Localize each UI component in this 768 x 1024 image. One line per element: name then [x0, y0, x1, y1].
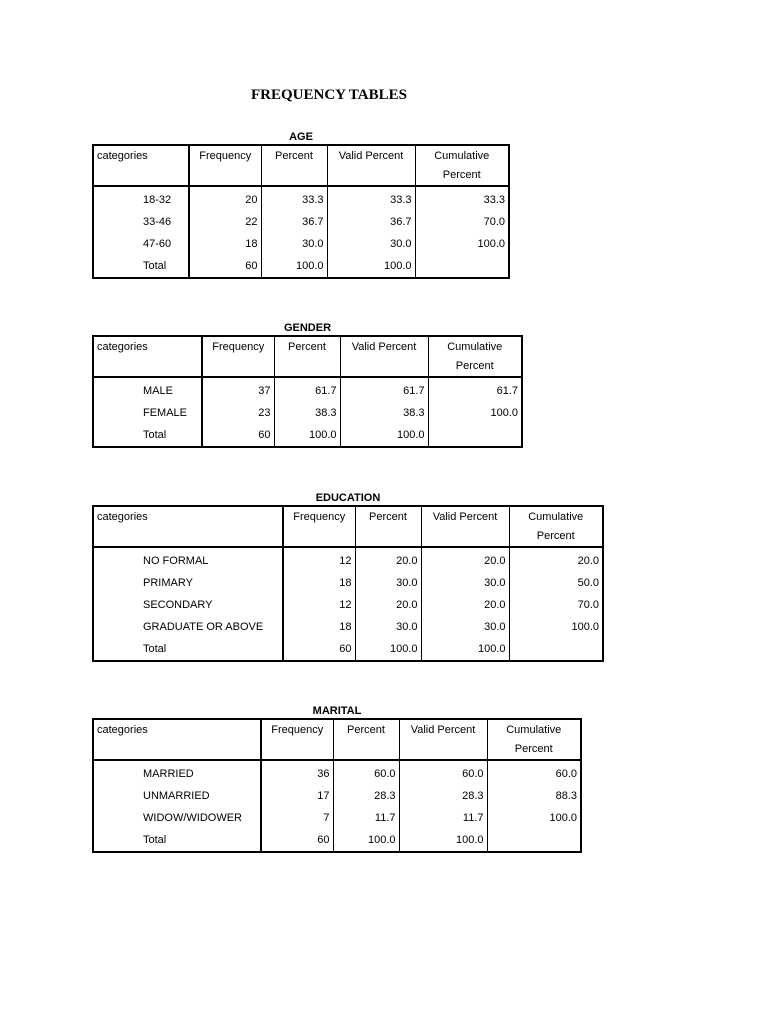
header-label: Frequency [199, 150, 252, 162]
percent-cell: 20.0 [355, 594, 421, 616]
valid-percent-cell: 30.0 [421, 616, 509, 638]
frequency-cell: 60 [189, 255, 261, 278]
percent-cell: 11.7 [333, 807, 399, 829]
header-label: Cumulative [447, 341, 503, 353]
category-cell: WIDOW/WIDOWER [93, 807, 261, 829]
header-label: Cumulative [528, 511, 584, 523]
category-cell: NO FORMAL [93, 547, 283, 572]
header-label: Cumulative [434, 150, 490, 162]
header-frequency [202, 336, 274, 377]
header-label: categories [97, 150, 148, 162]
valid-percent-cell: 100.0 [399, 829, 487, 852]
header-frequency [283, 506, 355, 547]
percent-cell: 100.0 [274, 424, 340, 447]
header-categories [93, 506, 283, 547]
valid-percent-cell: 11.7 [399, 807, 487, 829]
valid-percent-cell: 30.0 [421, 572, 509, 594]
table-row [93, 424, 522, 447]
category-cell: MARRIED [93, 760, 261, 785]
header-percent [355, 506, 421, 547]
header-label: Frequency [293, 511, 346, 523]
valid-percent-cell: 100.0 [421, 638, 509, 661]
valid-percent-cell: 33.3 [327, 186, 415, 211]
cumulative-percent-cell: 100.0 [487, 807, 581, 829]
frequency-cell: 7 [261, 807, 333, 829]
table-row [93, 186, 509, 211]
header-valid-percent [421, 506, 509, 547]
valid-percent-cell: 30.0 [327, 233, 415, 255]
valid-percent-cell: 61.7 [340, 377, 428, 402]
cumulative-percent-cell: 100.0 [415, 233, 509, 255]
page-title: FREQUENCY TABLES [250, 87, 407, 103]
table-row [93, 760, 581, 785]
frequency-cell: 22 [189, 211, 261, 233]
percent-cell: 28.3 [333, 785, 399, 807]
category-cell: UNMARRIED [93, 785, 261, 807]
percent-cell: 30.0 [261, 233, 327, 255]
header-label: Percent [536, 530, 575, 542]
percent-cell: 60.0 [333, 760, 399, 785]
header-label: Valid Percent [432, 511, 498, 523]
header-label: Frequency [212, 341, 265, 353]
header-percent [274, 336, 340, 377]
cumulative-percent-cell: 100.0 [428, 402, 522, 424]
percent-cell: 38.3 [274, 402, 340, 424]
header-label: categories [97, 724, 148, 736]
header-row [93, 145, 509, 186]
cumulative-percent-cell: 70.0 [509, 594, 603, 616]
table-row [93, 785, 581, 807]
frequency-table [92, 718, 582, 853]
cumulative-percent-cell [509, 638, 603, 661]
valid-percent-cell: 20.0 [421, 547, 509, 572]
header-label: Valid Percent [410, 724, 476, 736]
frequency-cell: 17 [261, 785, 333, 807]
education-frequency-table [92, 491, 604, 662]
percent-cell: 30.0 [355, 616, 421, 638]
header-percent [333, 719, 399, 760]
header-label: Percent [369, 511, 407, 523]
header-label: Valid Percent [351, 341, 417, 353]
frequency-cell: 36 [261, 760, 333, 785]
valid-percent-cell: 20.0 [421, 594, 509, 616]
header-label: Percent [442, 169, 481, 181]
frequency-cell: 12 [283, 547, 355, 572]
cumulative-percent-cell: 50.0 [509, 572, 603, 594]
cumulative-percent-cell: 100.0 [509, 616, 603, 638]
header-row [93, 719, 581, 760]
frequency-cell: 60 [261, 829, 333, 852]
table-title: GENDER [283, 322, 332, 334]
table-row [93, 402, 522, 424]
category-cell: Total [93, 424, 202, 447]
percent-cell: 100.0 [355, 638, 421, 661]
header-row [93, 336, 522, 377]
header-valid-percent [327, 145, 415, 186]
header-valid-percent [340, 336, 428, 377]
percent-cell: 20.0 [355, 547, 421, 572]
valid-percent-cell: 100.0 [327, 255, 415, 278]
valid-percent-cell: 60.0 [399, 760, 487, 785]
marital-frequency-table [92, 704, 582, 853]
category-cell: Total [93, 255, 189, 278]
percent-cell: 100.0 [261, 255, 327, 278]
frequency-cell: 37 [202, 377, 274, 402]
cumulative-percent-cell: 20.0 [509, 547, 603, 572]
header-label: Percent [455, 360, 494, 372]
table-row [93, 638, 603, 661]
header-categories [93, 336, 202, 377]
table-title: AGE [289, 131, 313, 143]
header-label: Percent [514, 743, 553, 755]
table-row [93, 211, 509, 233]
category-cell: Total [93, 829, 261, 852]
frequency-cell: 60 [202, 424, 274, 447]
table-row [93, 807, 581, 829]
frequency-cell: 18 [189, 233, 261, 255]
header-frequency [189, 145, 261, 186]
header-valid-percent [399, 719, 487, 760]
header-cumulative-percent [415, 145, 509, 186]
category-cell: 47-60 [93, 233, 189, 255]
table-row [93, 547, 603, 572]
cumulative-percent-cell: 88.3 [487, 785, 581, 807]
header-row [93, 506, 603, 547]
table-row [93, 377, 522, 402]
header-label: categories [97, 341, 148, 353]
header-categories [93, 719, 261, 760]
percent-cell: 33.3 [261, 186, 327, 211]
age-frequency-table [92, 130, 510, 279]
cumulative-percent-cell: 70.0 [415, 211, 509, 233]
header-label: categories [97, 511, 148, 523]
frequency-table [92, 335, 523, 448]
frequency-table [92, 144, 510, 279]
header-cumulative-percent [428, 336, 522, 377]
percent-cell: 36.7 [261, 211, 327, 233]
header-label: Frequency [271, 724, 324, 736]
header-percent [261, 145, 327, 186]
category-cell: Total [93, 638, 283, 661]
table-row [93, 233, 509, 255]
cumulative-percent-cell [428, 424, 522, 447]
table-row [93, 594, 603, 616]
frequency-cell: 23 [202, 402, 274, 424]
valid-percent-cell: 100.0 [340, 424, 428, 447]
header-label: Percent [288, 341, 326, 353]
cumulative-percent-cell: 60.0 [487, 760, 581, 785]
category-cell: PRIMARY [93, 572, 283, 594]
valid-percent-cell: 36.7 [327, 211, 415, 233]
frequency-cell: 18 [283, 572, 355, 594]
cumulative-percent-cell: 33.3 [415, 186, 509, 211]
cumulative-percent-cell [487, 829, 581, 852]
table-row [93, 255, 509, 278]
frequency-table [92, 505, 604, 662]
header-categories [93, 145, 189, 186]
gender-frequency-table [92, 321, 523, 448]
frequency-cell: 12 [283, 594, 355, 616]
category-cell: 33-46 [93, 211, 189, 233]
table-title: MARITAL [312, 705, 362, 717]
category-cell: GRADUATE OR ABOVE [93, 616, 283, 638]
cumulative-percent-cell [415, 255, 509, 278]
header-cumulative-percent [509, 506, 603, 547]
valid-percent-cell: 28.3 [399, 785, 487, 807]
table-row [93, 616, 603, 638]
table-row [93, 829, 581, 852]
header-label: Percent [275, 150, 313, 162]
header-label: Valid Percent [338, 150, 404, 162]
category-cell: FEMALE [93, 402, 202, 424]
valid-percent-cell: 38.3 [340, 402, 428, 424]
frequency-cell: 18 [283, 616, 355, 638]
header-label: Cumulative [506, 724, 562, 736]
table-row [93, 572, 603, 594]
category-cell: SECONDARY [93, 594, 283, 616]
frequency-cell: 60 [283, 638, 355, 661]
category-cell: MALE [93, 377, 202, 402]
percent-cell: 61.7 [274, 377, 340, 402]
header-label: Percent [347, 724, 385, 736]
frequency-cell: 20 [189, 186, 261, 211]
header-frequency [261, 719, 333, 760]
category-cell: 18-32 [93, 186, 189, 211]
header-cumulative-percent [487, 719, 581, 760]
percent-cell: 30.0 [355, 572, 421, 594]
percent-cell: 100.0 [333, 829, 399, 852]
table-title: EDUCATION [315, 492, 381, 504]
cumulative-percent-cell: 61.7 [428, 377, 522, 402]
